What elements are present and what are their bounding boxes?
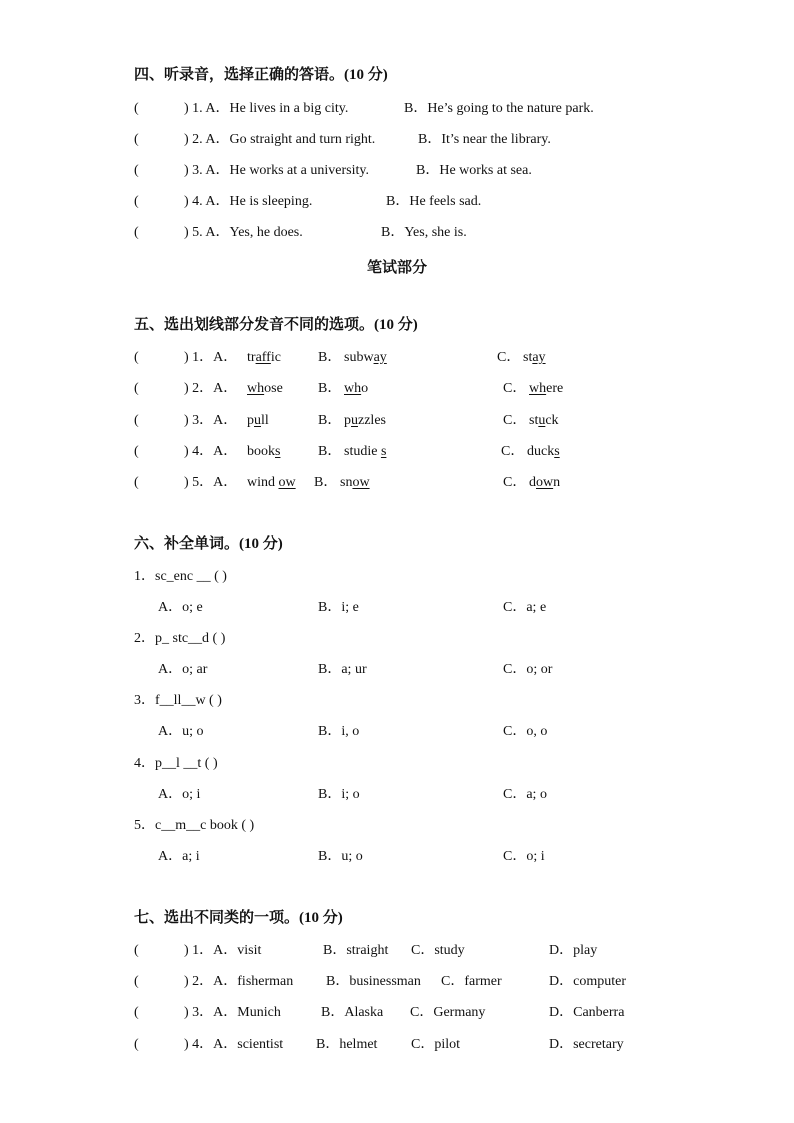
option-c	[529, 474, 560, 492]
answer-paren[interactable]: (	[134, 101, 139, 116]
underlined-letters: u	[351, 413, 358, 428]
option-b: B．He feels sad.	[386, 194, 482, 209]
underlined-letters: s	[275, 444, 281, 459]
option-c: C．Germany	[410, 1005, 486, 1020]
question-number: ) 1．A．	[184, 350, 238, 365]
option-b	[344, 412, 386, 430]
word-prefix: sn	[340, 475, 353, 490]
option-c: C．pilot	[411, 1037, 461, 1052]
option-d: D．computer	[549, 974, 626, 989]
option-b: B．He’s going to the nature park.	[404, 101, 594, 116]
word-suffix: ose	[264, 381, 283, 396]
option-b: B．Yes, she is.	[381, 225, 467, 240]
option-a[interactable]: A．o; ar	[158, 662, 208, 677]
word-suffix: ic	[270, 350, 281, 365]
option-b[interactable]: B．i, o	[318, 724, 360, 739]
option-b-label: B．	[318, 350, 342, 365]
underlined-letters: ow	[278, 475, 296, 490]
word-suffix: zzles	[358, 413, 386, 428]
option-a: ) 3. A．He works at a university.	[184, 163, 369, 178]
word-prefix: d	[529, 475, 536, 490]
option-c-label: C．	[503, 413, 527, 428]
option-c-label: C．	[503, 475, 527, 490]
option-c: C．study	[411, 943, 465, 958]
option-c: C．farmer	[441, 974, 502, 989]
word-suffix: ere	[546, 381, 564, 396]
question-text: 3．f__ll__w ( )	[134, 693, 222, 708]
option-c[interactable]: C．a; e	[503, 600, 547, 615]
answer-paren[interactable]: (	[134, 350, 139, 365]
question-text: 2．p_ stc__d ( )	[134, 631, 226, 646]
underlined-letters: s	[554, 444, 560, 459]
underlined-letters: ay	[532, 350, 546, 365]
option-b[interactable]: B．u; o	[318, 849, 363, 864]
option-b: B．He works at sea.	[416, 163, 532, 178]
question-number: ) 4．A．	[184, 444, 238, 459]
answer-paren[interactable]: (	[134, 444, 139, 459]
option-a: ) 3．A．Munich	[184, 1005, 281, 1020]
question-text: 4．p__l __t ( )	[134, 756, 218, 771]
section6-title: 六、补全单词。(10 分)	[134, 536, 283, 552]
word-prefix: duck	[527, 444, 555, 459]
underlined-letters: ay	[373, 350, 387, 365]
option-a[interactable]: A．u; o	[158, 724, 204, 739]
underlined-letters: wh	[529, 381, 547, 396]
option-b	[340, 474, 370, 492]
word-prefix: st	[523, 350, 533, 365]
word-prefix: wind	[247, 475, 279, 490]
answer-paren[interactable]: (	[134, 194, 139, 209]
option-b-label: B．	[318, 444, 342, 459]
option-c	[527, 443, 560, 461]
option-a: ) 5. A．Yes, he does.	[184, 225, 303, 240]
option-b-label: B．	[314, 475, 338, 490]
option-c[interactable]: C．o, o	[503, 724, 548, 739]
option-a: ) 4．A．scientist	[184, 1037, 284, 1052]
option-b-label: B．	[318, 381, 342, 396]
option-b: B．It’s near the library.	[418, 132, 551, 147]
option-a	[247, 443, 280, 461]
option-b[interactable]: B．i; o	[318, 787, 360, 802]
option-b[interactable]: B．i; e	[318, 600, 359, 615]
question-number: ) 3．A．	[184, 413, 238, 428]
option-c	[523, 349, 546, 367]
option-a[interactable]: A．o; i	[158, 787, 201, 802]
underlined-letters: ow	[352, 475, 370, 490]
answer-paren[interactable]: (	[134, 943, 139, 958]
word-suffix: n	[553, 475, 561, 490]
word-suffix: o	[361, 381, 369, 396]
option-c[interactable]: C．o; or	[503, 662, 553, 677]
answer-paren[interactable]: (	[134, 381, 139, 396]
word-suffix: ck	[545, 413, 559, 428]
option-d: D．play	[549, 943, 598, 958]
option-a	[247, 474, 296, 492]
underlined-letters: aff	[255, 350, 271, 365]
question-number: ) 5．A．	[184, 475, 238, 490]
underlined-letters: u	[538, 413, 546, 428]
underlined-letters: wh	[247, 381, 265, 396]
question-number: ) 2．A．	[184, 381, 238, 396]
section7-title: 七、选出不同类的一项。(10 分)	[134, 910, 343, 926]
section4-title: 四、听录音，选择正确的答语。(10 分)	[134, 67, 388, 83]
option-b: B．businessman	[326, 974, 421, 989]
option-b	[344, 380, 368, 398]
underlined-letters: ow	[536, 475, 554, 490]
answer-paren[interactable]: (	[134, 225, 139, 240]
option-a	[247, 412, 269, 430]
word-prefix: studie	[344, 444, 381, 459]
underlined-letters: wh	[344, 381, 362, 396]
option-c	[529, 380, 563, 398]
option-d: D．secretary	[549, 1037, 624, 1052]
option-a: ) 2．A．fisherman	[184, 974, 294, 989]
option-d: D．Canberra	[549, 1005, 625, 1020]
option-c[interactable]: C．a; o	[503, 787, 547, 802]
option-c-label: C．	[503, 381, 527, 396]
option-b: B．Alaska	[321, 1005, 384, 1020]
section5-title: 五、选出划线部分发音不同的选项。(10 分)	[134, 317, 418, 333]
option-c[interactable]: C．o; i	[503, 849, 545, 864]
option-a	[247, 349, 281, 367]
question-text: 5．c__m__c book ( )	[134, 818, 255, 833]
underlined-letters: u	[254, 413, 261, 428]
option-c-label: C．	[497, 350, 521, 365]
option-a: ) 1. A．He lives in a big city.	[184, 101, 349, 116]
answer-paren[interactable]: (	[134, 1005, 139, 1020]
answer-paren[interactable]: (	[134, 475, 139, 490]
question-text: 1．sc_enc __ ( )	[134, 569, 227, 584]
word-prefix: tr	[247, 350, 256, 365]
option-a: ) 4. A．He is sleeping.	[184, 194, 313, 209]
option-a[interactable]: A．o; e	[158, 600, 203, 615]
option-a: ) 1．A．visit	[184, 943, 262, 958]
option-b	[344, 443, 386, 461]
option-b	[344, 349, 387, 367]
option-b: B．helmet	[316, 1037, 378, 1052]
answer-paren[interactable]: (	[134, 1037, 139, 1052]
option-c	[529, 412, 559, 430]
answer-paren[interactable]: (	[134, 163, 139, 178]
option-a	[247, 380, 283, 398]
word-prefix: book	[247, 444, 275, 459]
written-part-title: 笔试部分	[366, 260, 427, 276]
word-prefix: p	[247, 413, 254, 428]
underlined-letters: s	[380, 444, 387, 459]
option-a[interactable]: A．a; i	[158, 849, 200, 864]
option-b[interactable]: B．a; ur	[318, 662, 367, 677]
option-b: B．straight	[323, 943, 389, 958]
option-b-label: B．	[318, 413, 342, 428]
answer-paren[interactable]: (	[134, 132, 139, 147]
answer-paren[interactable]: (	[134, 413, 139, 428]
option-a: ) 2. A．Go straight and turn right.	[184, 132, 376, 147]
option-c-label: C．	[501, 444, 525, 459]
word-prefix: st	[529, 413, 539, 428]
word-prefix: subw	[344, 350, 374, 365]
word-suffix: ll	[261, 413, 269, 428]
word-prefix: p	[344, 413, 351, 428]
answer-paren[interactable]: (	[134, 974, 139, 989]
